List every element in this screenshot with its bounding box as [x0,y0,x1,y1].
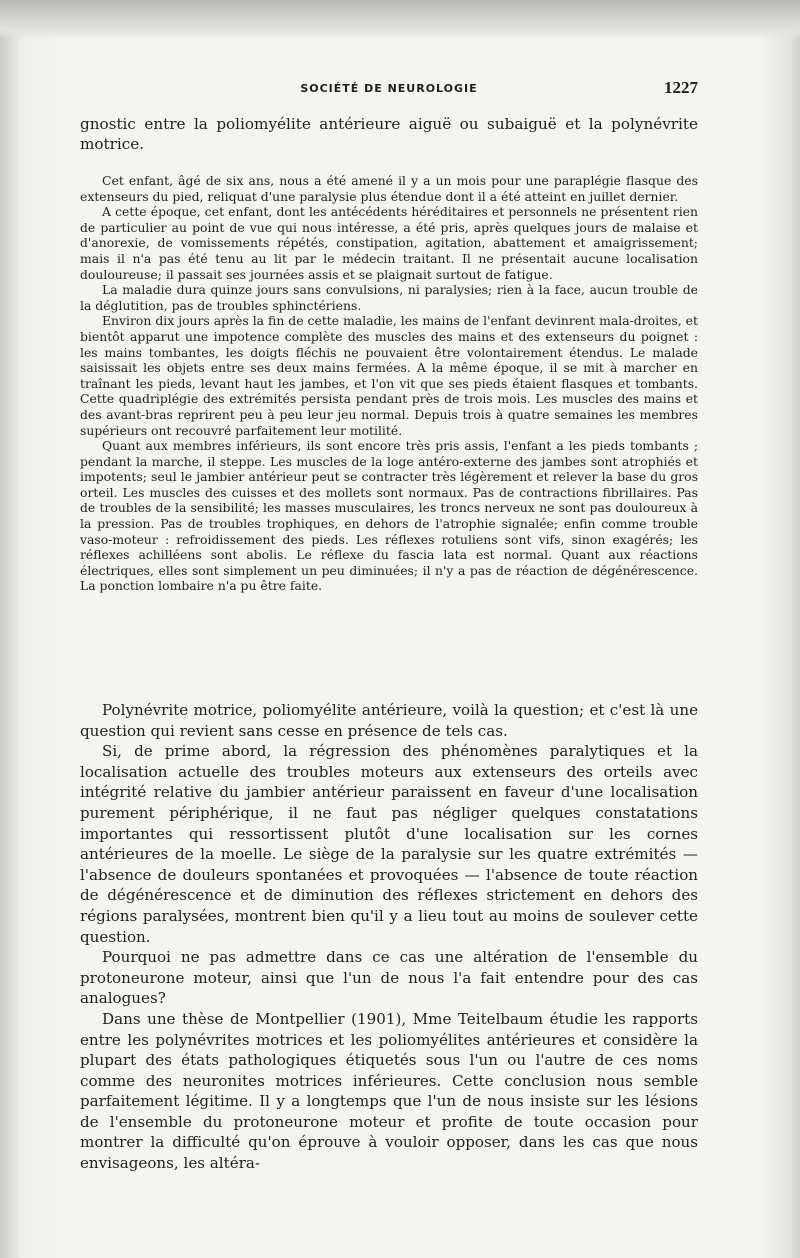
observation-paragraph: Environ dix jours après la fin de cette maladie, les mains de l'enfant devinrent mala-droites, et bientôt apparut une impotence complète des muscles des mains et des extenseurs du poignet : les mains tombantes, les doigts fléchis ne pouvaient être volontairement étendus. Le malade saisissait les objets entre ses deux mains fermées. A la même époque, il se mit à marcher en traînant les pieds, levant haut les jambes, et l'on vit que ses pieds étaient flasques et tombants. Cette quadriplégie des extrémités persista pendant près de trois mois. Les muscles des mains et des avant-bras reprirent peu à peu leur jeu normal. Depuis trois à quatre semaines les membres supérieurs ont recouvré parfaitement leur motilité. [80,313,698,438]
discussion-paragraph: Si, de prime abord, la régression des phénomènes paralytiques et la localisation actuelle des troubles moteurs aux extenseurs des orteils avec intégrité relative du jambier antérieur paraissent en faveur d'une localisation purement périphérique, il ne faut pas négliger quelques constatations importantes qui ressortissent plutôt d'une localisation sur les cornes antérieures de la moelle. Le siège de la paralysie sur les quatre extrémités — l'absence de douleurs spontanées et provoquées — l'absence de toute réaction de dégénérescence et de diminution des réflexes strictement en dehors des régions paralysées, montrent bien qu'il y a lieu tout au moins de soulever cette question. [80,742,698,946]
observation-paragraph: A cette époque, cet enfant, dont les antécédents héréditaires et personnels ne présentent rien de particulier au point de vue qui nous intéresse, a été pris, après quelques jours de malaise et d'anorexie, de vomissements répétés, constipation, agitation, abattement et amaigrissement; mais il n'a pas été tenu au lit par le médecin traitant. Il ne présentait aucune localisation douloureuse; il passait ses journées assis et se plaignait surtout de fatigue. [80,204,698,282]
observation-paragraph: La maladie dura quinze jours sans convulsions, ni paralysies; rien à la face, aucun trouble de la déglutition, pas de troubles sphinctériens. [80,282,698,313]
discussion-paragraph: Dans une thèse de Montpellier (1901), Mme Teitelbaum étudie les rapports entre les polynévrites motrices et les poliomyélites antérieures et considère la plupart des états pathologiques étiquetés sous l'un ou l'autre de ces noms comme des neuronites motrices inférieures. Cette conclusion nous semble parfaitement légitime. Il y a longtemps que l'un de nous insiste sur les lésions de l'ensemble du protoneurone moteur et profite de toute occasion pour montrer la difficulté qu'on éprouve à vouloir opposer, dans les cas que nous envisageons, les altéra- [80,1009,698,1173]
journal-title: SOCIÉTÉ DE NEUROLOGIE [300,82,478,95]
case-observation [80,173,698,594]
intro-text [80,114,698,154]
observation-paragraph: Quant aux membres inférieurs, ils sont encore très pris assis, l'enfant a les pieds tombants ; pendant la marche, il steppe. Les muscles de la loge antéro-externe des jambes sont atrophiés et impotents; seul le jambier antérieur peut se contracter très légèrement et relever la base du gros orteil. Les muscles des cuisses et des mollets sont normaux. Pas de contractions fibrillaires. Pas de troubles de la sensibilité; les masses musculaires, les troncs nerveux ne sont pas douloureux à la pression. Pas de troubles trophiques, en dehors de l'atrophie signalée; enfin comme trouble vaso-moteur : refroidissement des pieds. Les réflexes rotuliens sont vifs, sinon exagérés; les réflexes achilléens sont abolis. Le réflexe du fascia lata est normal. Quant aux réactions électriques, elles sont simplement un peu diminuées; il n'y a pas de réaction de dégénérescence. La ponction lombaire n'a pu être faite. [80,438,698,594]
discussion-paragraph: Polynévrite motrice, poliomyélite antérieure, voilà la question; et c'est là une question qui revient sans cesse en présence de tels cas. [80,701,698,740]
discussion-paragraph: Pourquoi ne pas admettre dans ce cas une altération de l'ensemble du protoneurone moteur, ainsi que l'un de nous l'a fait entendre pour des cas analogues? [80,948,698,1008]
observation-paragraph: Cet enfant, âgé de six ans, nous a été amené il y a un mois pour une paraplégie flasque des extenseurs du pied, reliquat d'une paralysie plus étendue dont il a été atteint en juillet dernier. [80,173,698,204]
discussion [80,700,698,1174]
intro-paragraph: gnostic entre la poliomyélite antérieure aiguë ou subaiguë et la polynévrite motrice. [80,115,698,153]
running-header [80,80,698,104]
page-number: 1227 [664,78,698,97]
scan-edge-shadow [0,0,800,40]
